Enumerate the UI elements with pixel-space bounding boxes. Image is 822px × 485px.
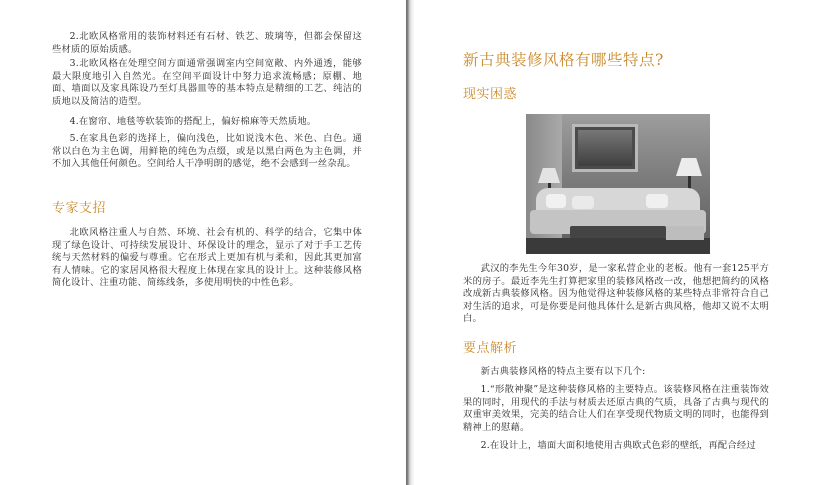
left-page xyxy=(0,0,406,485)
paragraph-2: 2.北欧风格常用的装饰材料还有石材、铁艺、玻璃等，但都会保留这些材质的原始质感。 xyxy=(52,31,362,55)
expert-paragraph: 北欧风格注重人与自然、环境、社会有机的、科学的结合，它集中体现了绿色设计、可持续发展设计、环保设计的理念，显示了对于手工艺传统与天然材料的偏爱与尊重。它在形式上更加有机与柔和，因此其更加富有人情味。它的家居风格很大程度上体现在家具的设计上。这种装修风格简化设计、注重功能、简练线条，多使用明快的中性色彩。 xyxy=(52,227,362,289)
section-heading-analysis: 要点解析 xyxy=(463,341,518,356)
page-title: 新古典装修风格有哪些特点? xyxy=(463,51,664,69)
page-gutter xyxy=(406,0,414,485)
paragraph-5: 5.在家具色彩的选择上，偏向浅色，比如说浅木色、米色、白色。通常以白色为主色调，用鲜艳的纯色为点缀，或是以黑白两色为主色调，并不加入其他任何颜色。空间给人干净明朗的感觉，绝不会感到一丝杂乱。 xyxy=(52,133,362,170)
paragraph-4: 4.在窗帘、地毯等软装饰的搭配上，偏好棉麻等天然质地。 xyxy=(69,116,317,127)
photo-icon xyxy=(526,114,710,254)
point-1: 1.“形散神聚”是这种装修风格的主要特点。该装修风格在注重装饰效果的同时，用现代的手法与材质去还原古典的气质，具备了古典与现代的双重审美效果，完美的结合让人们在享受现代物质文明的同时，也能得到精神上的慰藉。 xyxy=(463,384,769,433)
point-2: 2.在设计上，墙面大面积地使用古典欧式色彩的壁纸，再配合经过 xyxy=(480,440,756,451)
intro-paragraph: 新古典装修风格的特点主要有以下几个: xyxy=(480,366,646,377)
right-page xyxy=(414,0,822,485)
story-paragraph: 武汉的李先生今年30岁，是一家私营企业的老板。他有一套125平方米的房子。最近李先生打算把家里的装修风格改一改，他想把简约的风格改成新古典装修风格。因为他觉得这种装修风格的某些特点非常符合自己对生活的追求，可是你要是问他具体什么是新古典风格，他却又说不太明白。 xyxy=(463,263,769,325)
paragraph-3: 3.北欧风格在处理空间方面通常强调室内空间宽敞、内外通透，能够最大限度地引入自然光。在空间平面设计中努力追求流畅感；原棚、地面、墙面以及家具陈设乃至灯具器皿等的基本特点是精细的工艺、纯洁的质地以及简洁的造型。 xyxy=(52,58,362,107)
section-heading-confusion: 现实困惑 xyxy=(463,87,518,102)
expert-heading: 专家支招 xyxy=(52,201,107,216)
